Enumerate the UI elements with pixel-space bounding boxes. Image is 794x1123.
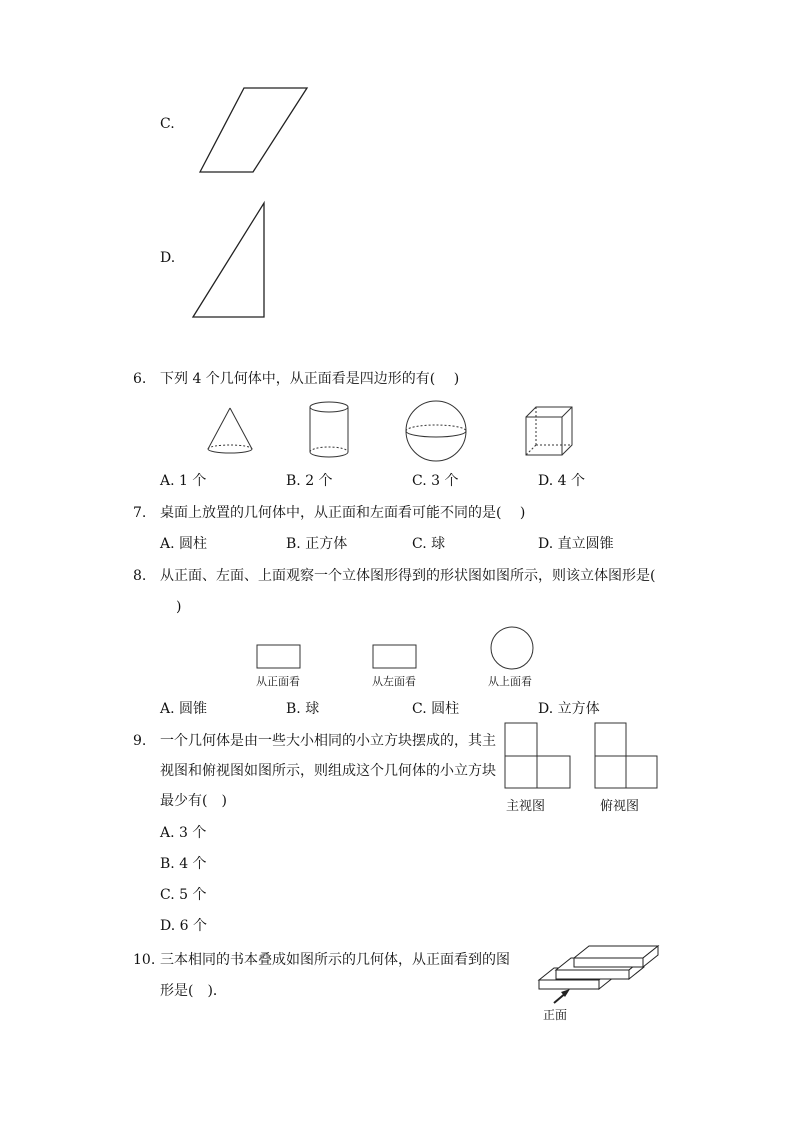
q9-number: 9. xyxy=(133,733,147,749)
right-triangle-figure xyxy=(190,200,270,320)
q6-stem: 下列 4 个几何体中，从正面看是四边形的有( ) xyxy=(160,371,460,387)
q6-option-d: D. 4 个 xyxy=(538,473,585,489)
q8-option-a: A. 圆锥 xyxy=(160,701,208,717)
q7-option-c: C. 球 xyxy=(412,536,446,552)
q6-option-b: B. 2 个 xyxy=(286,473,333,489)
q10-number: 10. xyxy=(133,952,156,968)
top-view-circle xyxy=(489,626,535,672)
q9-stem-line3: 最少有( ) xyxy=(160,793,227,809)
q6-number: 6. xyxy=(133,371,147,387)
q8-option-d: D. 立方体 xyxy=(538,701,600,717)
q9-stem-line2: 视图和俯视图如图所示，则组成这个几何体的小立方块 xyxy=(160,763,496,779)
main-view-grid xyxy=(504,722,572,790)
option-c-label: C. xyxy=(160,116,175,132)
q8-stem-line1: 从正面、左面、上面观察一个立体图形得到的形状图如图所示，则该立体图形是( xyxy=(160,568,656,584)
q8-option-b: B. 球 xyxy=(286,701,320,717)
q10-arrow-caption: 正面 xyxy=(543,1008,568,1022)
cylinder-figure xyxy=(308,400,352,460)
q7-stem: 桌面上放置的几何体中，从正面和左面看可能不同的是( ) xyxy=(160,505,526,521)
q10-stem-line1: 三本相同的书本叠成如图所示的几何体，从正面看到的图 xyxy=(160,952,510,968)
q7-number: 7. xyxy=(133,505,147,521)
cube-figure xyxy=(524,405,574,459)
q7-option-a: A. 圆柱 xyxy=(160,536,208,552)
sphere-figure xyxy=(404,399,468,463)
q9-option-c: C. 5 个 xyxy=(160,887,207,903)
q8-option-c: C. 圆柱 xyxy=(412,701,460,717)
q9-stem-line1: 一个几何体是由一些大小相同的小立方块摆成的，其主 xyxy=(160,733,496,749)
q9-caption-main: 主视图 xyxy=(506,799,546,814)
option-d-label: D. xyxy=(160,250,176,266)
q9-option-b: B. 4 个 xyxy=(160,856,207,872)
q9-option-d: D. 6 个 xyxy=(160,918,207,934)
q9-caption-top: 俯视图 xyxy=(600,799,640,814)
q8-caption-top: 从上面看 xyxy=(488,675,532,688)
q6-option-c: C. 3 个 xyxy=(412,473,459,489)
q7-option-d: D. 直立圆锥 xyxy=(538,536,614,552)
top-view-grid xyxy=(594,722,660,790)
parallelogram-figure xyxy=(195,86,310,176)
left-view-rectangle xyxy=(372,644,418,670)
cone-figure xyxy=(205,405,255,457)
q10-stem-line2: 形是( )． xyxy=(160,983,227,999)
front-view-rectangle xyxy=(256,644,302,670)
q8-caption-left: 从左面看 xyxy=(372,675,416,688)
q6-option-a: A. 1 个 xyxy=(160,473,207,489)
q8-stem-line2: ) xyxy=(176,599,182,615)
q9-option-a: A. 3 个 xyxy=(160,825,207,841)
q8-caption-front: 从正面看 xyxy=(256,675,300,688)
q8-number: 8. xyxy=(133,568,147,584)
stacked-books-figure xyxy=(534,940,662,1012)
q7-option-b: B. 正方体 xyxy=(286,536,348,552)
